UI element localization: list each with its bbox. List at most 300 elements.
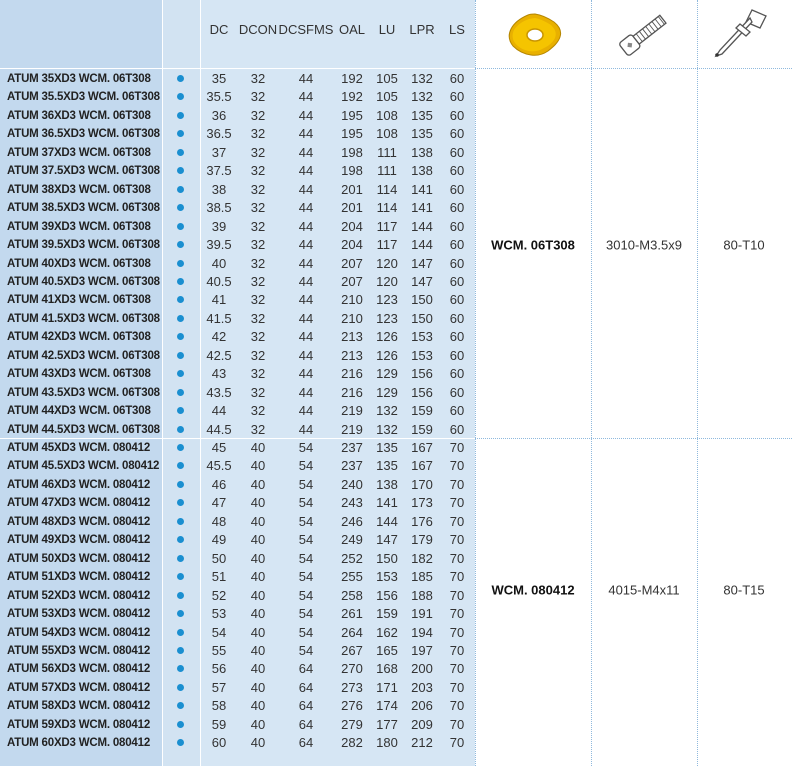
cell-lpr: 159 bbox=[411, 403, 433, 419]
availability-dot bbox=[177, 315, 184, 322]
cell-dc: 38.5 bbox=[206, 200, 232, 216]
cell-dcsfms: 44 bbox=[298, 126, 314, 142]
cell-dcsfms: 44 bbox=[298, 255, 314, 271]
cell-dcon: 32 bbox=[250, 71, 266, 86]
cell-ls: 70 bbox=[449, 624, 465, 640]
product-name: ATUM 50XD3 WCM. 080412 bbox=[7, 552, 151, 565]
cell-lpr: 153 bbox=[411, 329, 433, 345]
availability-dot bbox=[177, 333, 184, 340]
cell-dcsfms: 44 bbox=[298, 273, 314, 289]
cell-ls: 60 bbox=[449, 403, 465, 419]
table-row bbox=[0, 384, 475, 403]
cell-oal: 213 bbox=[341, 329, 363, 345]
table-row bbox=[0, 439, 475, 458]
cell-oal: 207 bbox=[341, 255, 363, 271]
header-lpr: LPR bbox=[409, 22, 435, 37]
cell-dcon: 40 bbox=[250, 440, 266, 455]
cell-ls: 70 bbox=[449, 735, 465, 751]
cell-dcsfms: 54 bbox=[298, 624, 314, 640]
cell-lu: 123 bbox=[376, 310, 398, 326]
cell-dc: 42 bbox=[211, 329, 227, 345]
cell-ls: 70 bbox=[449, 569, 465, 585]
cell-lpr: 144 bbox=[411, 237, 433, 253]
product-name: ATUM 35XD3 WCM. 06T308 bbox=[7, 73, 151, 85]
cell-ls: 60 bbox=[449, 292, 465, 308]
product-name: ATUM 46XD3 WCM. 080412 bbox=[7, 478, 151, 491]
product-name: ATUM 40XD3 WCM. 06T308 bbox=[7, 257, 151, 270]
product-name: ATUM 36.5XD3 WCM. 06T308 bbox=[7, 128, 160, 141]
product-name: ATUM 55XD3 WCM. 080412 bbox=[7, 644, 151, 657]
availability-dot bbox=[177, 370, 184, 377]
table-row bbox=[0, 310, 475, 329]
cell-dcsfms: 54 bbox=[298, 495, 314, 511]
cell-oal: 264 bbox=[341, 624, 363, 640]
table-row bbox=[0, 513, 475, 532]
cell-lu: 105 bbox=[376, 71, 398, 86]
availability-dot bbox=[177, 260, 184, 267]
cell-dcon: 40 bbox=[250, 587, 266, 603]
cell-oal: 273 bbox=[341, 679, 363, 695]
availability-dot bbox=[177, 573, 184, 580]
cell-ls: 60 bbox=[449, 273, 465, 289]
cell-ls: 60 bbox=[449, 144, 465, 160]
cell-dcon: 32 bbox=[250, 421, 266, 437]
cell-lpr: 212 bbox=[411, 735, 433, 751]
product-name: ATUM 44.5XD3 WCM. 06T308 bbox=[7, 423, 160, 436]
cell-lu: 111 bbox=[377, 163, 397, 179]
availability-dot bbox=[177, 93, 184, 100]
cell-lu: 129 bbox=[376, 366, 398, 382]
cell-oal: 261 bbox=[341, 606, 363, 622]
cell-oal: 204 bbox=[341, 237, 363, 253]
cell-lpr: 147 bbox=[411, 255, 433, 271]
table-row bbox=[0, 457, 475, 476]
availability-dot bbox=[177, 555, 184, 562]
product-name: ATUM 42.5XD3 WCM. 06T308 bbox=[7, 349, 160, 362]
cell-ls: 70 bbox=[449, 679, 465, 695]
cell-dcon: 32 bbox=[250, 403, 266, 419]
availability-dot bbox=[177, 462, 184, 469]
availability-dot bbox=[177, 592, 184, 599]
table-row bbox=[0, 476, 475, 495]
cell-lu: 117 bbox=[376, 237, 398, 253]
yellow-insert-icon bbox=[506, 12, 564, 58]
header-dc: DC bbox=[209, 22, 229, 37]
cell-dcon: 32 bbox=[250, 255, 266, 271]
cell-dc: 47 bbox=[211, 495, 227, 511]
cell-dcsfms: 44 bbox=[298, 181, 314, 197]
availability-dot bbox=[177, 426, 184, 433]
cell-dc: 56 bbox=[211, 661, 227, 677]
availability-dot bbox=[177, 499, 184, 506]
cell-ls: 70 bbox=[449, 476, 465, 492]
availability-dot bbox=[177, 149, 184, 156]
cell-ls: 70 bbox=[449, 642, 465, 658]
insert-code-group-2: WCM. 080412 bbox=[491, 582, 575, 598]
product-name: ATUM 39.5XD3 WCM. 06T308 bbox=[7, 239, 160, 252]
table-row bbox=[0, 697, 475, 716]
cell-dcon: 40 bbox=[250, 624, 266, 640]
column-divider bbox=[475, 0, 476, 766]
table-row bbox=[0, 181, 475, 200]
cell-dc: 41 bbox=[211, 292, 227, 308]
availability-dot bbox=[177, 536, 184, 543]
cell-ls: 60 bbox=[449, 384, 465, 400]
cell-dcon: 32 bbox=[250, 144, 266, 160]
cell-lu: 159 bbox=[376, 606, 398, 622]
cell-lpr: 191 bbox=[411, 606, 433, 622]
product-name: ATUM 35.5XD3 WCM. 06T308 bbox=[7, 91, 160, 104]
cell-oal: 192 bbox=[341, 71, 363, 86]
cell-oal: 258 bbox=[341, 587, 363, 603]
cell-oal: 282 bbox=[341, 735, 363, 751]
availability-dot bbox=[177, 481, 184, 488]
cell-dc: 36.5 bbox=[206, 126, 232, 142]
group-divider-right bbox=[475, 438, 792, 439]
cell-lu: 120 bbox=[376, 255, 398, 271]
cell-dcsfms: 44 bbox=[298, 366, 314, 382]
cell-dcon: 40 bbox=[250, 661, 266, 677]
cell-lu: 177 bbox=[376, 716, 398, 732]
cell-oal: 246 bbox=[341, 513, 363, 529]
availability-dot bbox=[177, 75, 184, 82]
cell-ls: 60 bbox=[449, 310, 465, 326]
cell-ls: 70 bbox=[449, 440, 465, 455]
cell-ls: 60 bbox=[449, 366, 465, 382]
cell-lu: 108 bbox=[376, 107, 398, 123]
cell-lpr: 167 bbox=[411, 458, 433, 474]
cell-oal: 216 bbox=[341, 384, 363, 400]
cell-oal: 252 bbox=[341, 550, 363, 566]
availability-dot bbox=[177, 739, 184, 746]
product-name: ATUM 49XD3 WCM. 080412 bbox=[7, 534, 151, 547]
cell-dcsfms: 54 bbox=[298, 458, 314, 474]
cell-ls: 70 bbox=[449, 458, 465, 474]
cell-dc: 54 bbox=[211, 624, 227, 640]
table-row bbox=[0, 328, 475, 347]
cell-lpr: 132 bbox=[411, 89, 433, 105]
cell-dcsfms: 44 bbox=[298, 347, 314, 363]
table-row bbox=[0, 365, 475, 384]
cell-lu: 132 bbox=[376, 403, 398, 419]
cell-lu: 129 bbox=[376, 384, 398, 400]
cell-dcon: 32 bbox=[250, 292, 266, 308]
availability-dot bbox=[177, 223, 184, 230]
table-row bbox=[0, 660, 475, 679]
cell-lpr: 167 bbox=[411, 440, 433, 455]
cell-dcsfms: 64 bbox=[298, 698, 314, 714]
availability-dot bbox=[177, 389, 184, 396]
cell-ls: 60 bbox=[449, 89, 465, 105]
cell-dcon: 32 bbox=[250, 347, 266, 363]
cell-lpr: 209 bbox=[411, 716, 433, 732]
cell-lpr: 173 bbox=[411, 495, 433, 511]
cell-ls: 70 bbox=[449, 532, 465, 548]
cell-lpr: 135 bbox=[411, 107, 433, 123]
cell-dc: 38 bbox=[211, 181, 227, 197]
cell-ls: 70 bbox=[449, 495, 465, 511]
header-divider-right bbox=[475, 68, 792, 69]
cell-dcon: 40 bbox=[250, 476, 266, 492]
cell-lu: 144 bbox=[376, 513, 398, 529]
product-name: ATUM 56XD3 WCM. 080412 bbox=[7, 663, 151, 676]
screw-code-group-1: 3010-M3.5x9 bbox=[606, 237, 682, 253]
cell-dcon: 32 bbox=[250, 310, 266, 326]
table-row bbox=[0, 716, 475, 735]
cell-dc: 42.5 bbox=[206, 347, 232, 363]
product-name: ATUM 53XD3 WCM. 080412 bbox=[7, 608, 151, 621]
cell-oal: 201 bbox=[341, 200, 363, 216]
column-divider bbox=[591, 0, 592, 766]
screw-code-group-2: 4015-M4x11 bbox=[608, 582, 680, 598]
cell-lpr: 188 bbox=[411, 587, 433, 603]
cell-dcon: 32 bbox=[250, 237, 266, 253]
cell-lu: 171 bbox=[376, 679, 398, 695]
cell-lpr: 156 bbox=[411, 366, 433, 382]
product-name: ATUM 58XD3 WCM. 080412 bbox=[7, 700, 151, 713]
cell-dcon: 40 bbox=[250, 698, 266, 714]
table-row bbox=[0, 347, 475, 366]
cell-dcsfms: 54 bbox=[298, 513, 314, 529]
cell-dcsfms: 44 bbox=[298, 71, 314, 86]
availability-dot bbox=[177, 518, 184, 525]
cell-dcsfms: 44 bbox=[298, 200, 314, 216]
product-name: ATUM 59XD3 WCM. 080412 bbox=[7, 718, 151, 731]
cell-lpr: 197 bbox=[411, 642, 433, 658]
cell-dc: 46 bbox=[211, 476, 227, 492]
product-name: ATUM 54XD3 WCM. 080412 bbox=[7, 626, 151, 639]
cell-ls: 70 bbox=[449, 550, 465, 566]
table-row bbox=[0, 624, 475, 643]
cell-dc: 37.5 bbox=[206, 163, 232, 179]
cell-lpr: 156 bbox=[411, 384, 433, 400]
availability-dot bbox=[177, 241, 184, 248]
header-dcsfms: DCSFMS bbox=[278, 22, 334, 37]
availability-dot bbox=[177, 665, 184, 672]
cell-dcon: 32 bbox=[250, 181, 266, 197]
cell-dc: 40 bbox=[211, 255, 227, 271]
cell-dc: 44.5 bbox=[206, 421, 232, 437]
cell-lu: 141 bbox=[376, 495, 398, 511]
cell-oal: 237 bbox=[341, 458, 363, 474]
cell-oal: 198 bbox=[341, 144, 363, 160]
cell-oal: 216 bbox=[341, 366, 363, 382]
cell-oal: 255 bbox=[341, 569, 363, 585]
cell-dcsfms: 44 bbox=[298, 144, 314, 160]
cell-oal: 192 bbox=[341, 89, 363, 105]
product-name: ATUM 37.5XD3 WCM. 06T308 bbox=[7, 165, 160, 178]
cell-dcsfms: 44 bbox=[298, 403, 314, 419]
availability-dot bbox=[177, 610, 184, 617]
cell-lu: 135 bbox=[376, 440, 398, 455]
cell-dcon: 32 bbox=[250, 126, 266, 142]
table-row bbox=[0, 218, 475, 237]
cell-dcsfms: 44 bbox=[298, 237, 314, 253]
availability-dot bbox=[177, 186, 184, 193]
product-name: ATUM 60XD3 WCM. 080412 bbox=[7, 737, 151, 750]
cell-dc: 37 bbox=[211, 144, 227, 160]
column-divider bbox=[697, 0, 698, 766]
cell-lpr: 182 bbox=[411, 550, 433, 566]
availability-dot bbox=[177, 647, 184, 654]
table-row bbox=[0, 236, 475, 255]
cell-dcon: 40 bbox=[250, 679, 266, 695]
cell-lpr: 132 bbox=[411, 71, 433, 86]
cell-ls: 60 bbox=[449, 107, 465, 123]
cell-ls: 70 bbox=[449, 661, 465, 677]
cell-dc: 48 bbox=[211, 513, 227, 529]
cell-dc: 43.5 bbox=[206, 384, 232, 400]
cell-dcsfms: 54 bbox=[298, 440, 314, 455]
cell-lpr: 141 bbox=[411, 200, 433, 216]
product-name: ATUM 38XD3 WCM. 06T308 bbox=[7, 183, 151, 196]
cell-ls: 60 bbox=[449, 255, 465, 271]
product-name: ATUM 43XD3 WCM. 06T308 bbox=[7, 368, 151, 381]
cell-dc: 59 bbox=[211, 716, 227, 732]
cell-lpr: 203 bbox=[411, 679, 433, 695]
availability-dot bbox=[177, 684, 184, 691]
cell-dcsfms: 44 bbox=[298, 421, 314, 437]
cell-lpr: 194 bbox=[411, 624, 433, 640]
cell-dcsfms: 54 bbox=[298, 476, 314, 492]
cell-lpr: 185 bbox=[411, 569, 433, 585]
cell-dc: 35.5 bbox=[206, 89, 232, 105]
cell-lu: 165 bbox=[376, 642, 398, 658]
cell-dcsfms: 54 bbox=[298, 587, 314, 603]
product-name: ATUM 48XD3 WCM. 080412 bbox=[7, 515, 151, 528]
cell-lpr: 150 bbox=[411, 292, 433, 308]
cell-dc: 60 bbox=[211, 735, 227, 751]
cell-dcsfms: 44 bbox=[298, 384, 314, 400]
cell-lpr: 153 bbox=[411, 347, 433, 363]
cell-dc: 36 bbox=[211, 107, 227, 123]
table-row bbox=[0, 291, 475, 310]
product-name: ATUM 40.5XD3 WCM. 06T308 bbox=[7, 275, 160, 288]
cell-lu: 126 bbox=[376, 347, 398, 363]
cell-ls: 60 bbox=[449, 218, 465, 234]
cell-lpr: 159 bbox=[411, 421, 433, 437]
cell-ls: 60 bbox=[449, 421, 465, 437]
cell-dcon: 32 bbox=[250, 384, 266, 400]
cell-oal: 210 bbox=[341, 310, 363, 326]
cell-lu: 114 bbox=[376, 200, 398, 216]
cell-dc: 45 bbox=[211, 440, 227, 455]
cell-dcon: 32 bbox=[250, 218, 266, 234]
cell-lu: 111 bbox=[377, 144, 397, 160]
cell-dcsfms: 44 bbox=[298, 292, 314, 308]
product-name: ATUM 52XD3 WCM. 080412 bbox=[7, 589, 151, 602]
cell-lu: 153 bbox=[376, 569, 398, 585]
cell-ls: 70 bbox=[449, 513, 465, 529]
product-name: ATUM 39XD3 WCM. 06T308 bbox=[7, 220, 151, 233]
cell-ls: 60 bbox=[449, 329, 465, 345]
cell-dcon: 40 bbox=[250, 606, 266, 622]
cell-dcsfms: 44 bbox=[298, 218, 314, 234]
cell-ls: 70 bbox=[449, 716, 465, 732]
cell-dc: 50 bbox=[211, 550, 227, 566]
cell-lu: 162 bbox=[376, 624, 398, 640]
cell-dcon: 40 bbox=[250, 642, 266, 658]
cell-lpr: 150 bbox=[411, 310, 433, 326]
cell-dc: 51 bbox=[211, 569, 227, 585]
cell-dc: 45.5 bbox=[206, 458, 232, 474]
cell-lu: 150 bbox=[376, 550, 398, 566]
cell-dcsfms: 64 bbox=[298, 716, 314, 732]
cell-dcsfms: 54 bbox=[298, 606, 314, 622]
cell-lpr: 170 bbox=[411, 476, 433, 492]
cell-lu: 138 bbox=[376, 476, 398, 492]
product-name: ATUM 37XD3 WCM. 06T308 bbox=[7, 146, 151, 159]
cell-lpr: 135 bbox=[411, 126, 433, 142]
cell-dc: 39 bbox=[211, 218, 227, 234]
cell-dcon: 32 bbox=[250, 273, 266, 289]
cell-dcon: 40 bbox=[250, 495, 266, 511]
cell-lpr: 138 bbox=[411, 163, 433, 179]
cell-dcon: 32 bbox=[250, 163, 266, 179]
table-row bbox=[0, 421, 475, 440]
header-divider bbox=[0, 68, 475, 69]
cell-lu: 117 bbox=[376, 218, 398, 234]
cell-lpr: 179 bbox=[411, 532, 433, 548]
cell-oal: 201 bbox=[341, 181, 363, 197]
cell-oal: 204 bbox=[341, 218, 363, 234]
header-oal: OAL bbox=[338, 22, 366, 37]
cell-dc: 41.5 bbox=[206, 310, 232, 326]
header-dcon: DCON bbox=[238, 22, 278, 37]
cell-dc: 49 bbox=[211, 532, 227, 548]
product-name: ATUM 36XD3 WCM. 06T308 bbox=[7, 109, 151, 122]
cell-lu: 132 bbox=[376, 421, 398, 437]
table-row bbox=[0, 162, 475, 181]
key-code-group-1: 80-T10 bbox=[723, 237, 765, 253]
product-name: ATUM 41.5XD3 WCM. 06T308 bbox=[7, 312, 160, 325]
table-row bbox=[0, 568, 475, 587]
cell-oal: 267 bbox=[341, 642, 363, 658]
cell-lu: 114 bbox=[376, 181, 398, 197]
cell-lu: 120 bbox=[376, 273, 398, 289]
table-row bbox=[0, 199, 475, 218]
cell-dcon: 32 bbox=[250, 107, 266, 123]
cell-oal: 213 bbox=[341, 347, 363, 363]
table-row bbox=[0, 531, 475, 550]
cell-dcon: 40 bbox=[250, 513, 266, 529]
cell-dcon: 40 bbox=[250, 550, 266, 566]
cell-dcsfms: 44 bbox=[298, 163, 314, 179]
product-name: ATUM 43.5XD3 WCM. 06T308 bbox=[7, 386, 160, 399]
cell-oal: 276 bbox=[341, 698, 363, 714]
cell-dcsfms: 64 bbox=[298, 661, 314, 677]
product-name: ATUM 42XD3 WCM. 06T308 bbox=[7, 331, 151, 344]
cell-dcon: 32 bbox=[250, 200, 266, 216]
cell-oal: 195 bbox=[341, 107, 363, 123]
cell-lpr: 144 bbox=[411, 218, 433, 234]
table-row bbox=[0, 587, 475, 606]
table-row bbox=[0, 125, 475, 144]
cell-dc: 58 bbox=[211, 698, 227, 714]
product-name: ATUM 51XD3 WCM. 080412 bbox=[7, 571, 151, 584]
cell-dcon: 40 bbox=[250, 716, 266, 732]
cell-lu: 105 bbox=[376, 89, 398, 105]
availability-dot bbox=[177, 407, 184, 414]
cell-ls: 60 bbox=[449, 347, 465, 363]
key-code-group-2: 80-T15 bbox=[723, 582, 765, 598]
availability-dot bbox=[177, 721, 184, 728]
cell-dc: 40.5 bbox=[206, 273, 232, 289]
product-name: ATUM 45XD3 WCM. 080412 bbox=[7, 442, 151, 454]
availability-dot bbox=[177, 296, 184, 303]
cell-lu: 126 bbox=[376, 329, 398, 345]
cell-lu: 168 bbox=[376, 661, 398, 677]
